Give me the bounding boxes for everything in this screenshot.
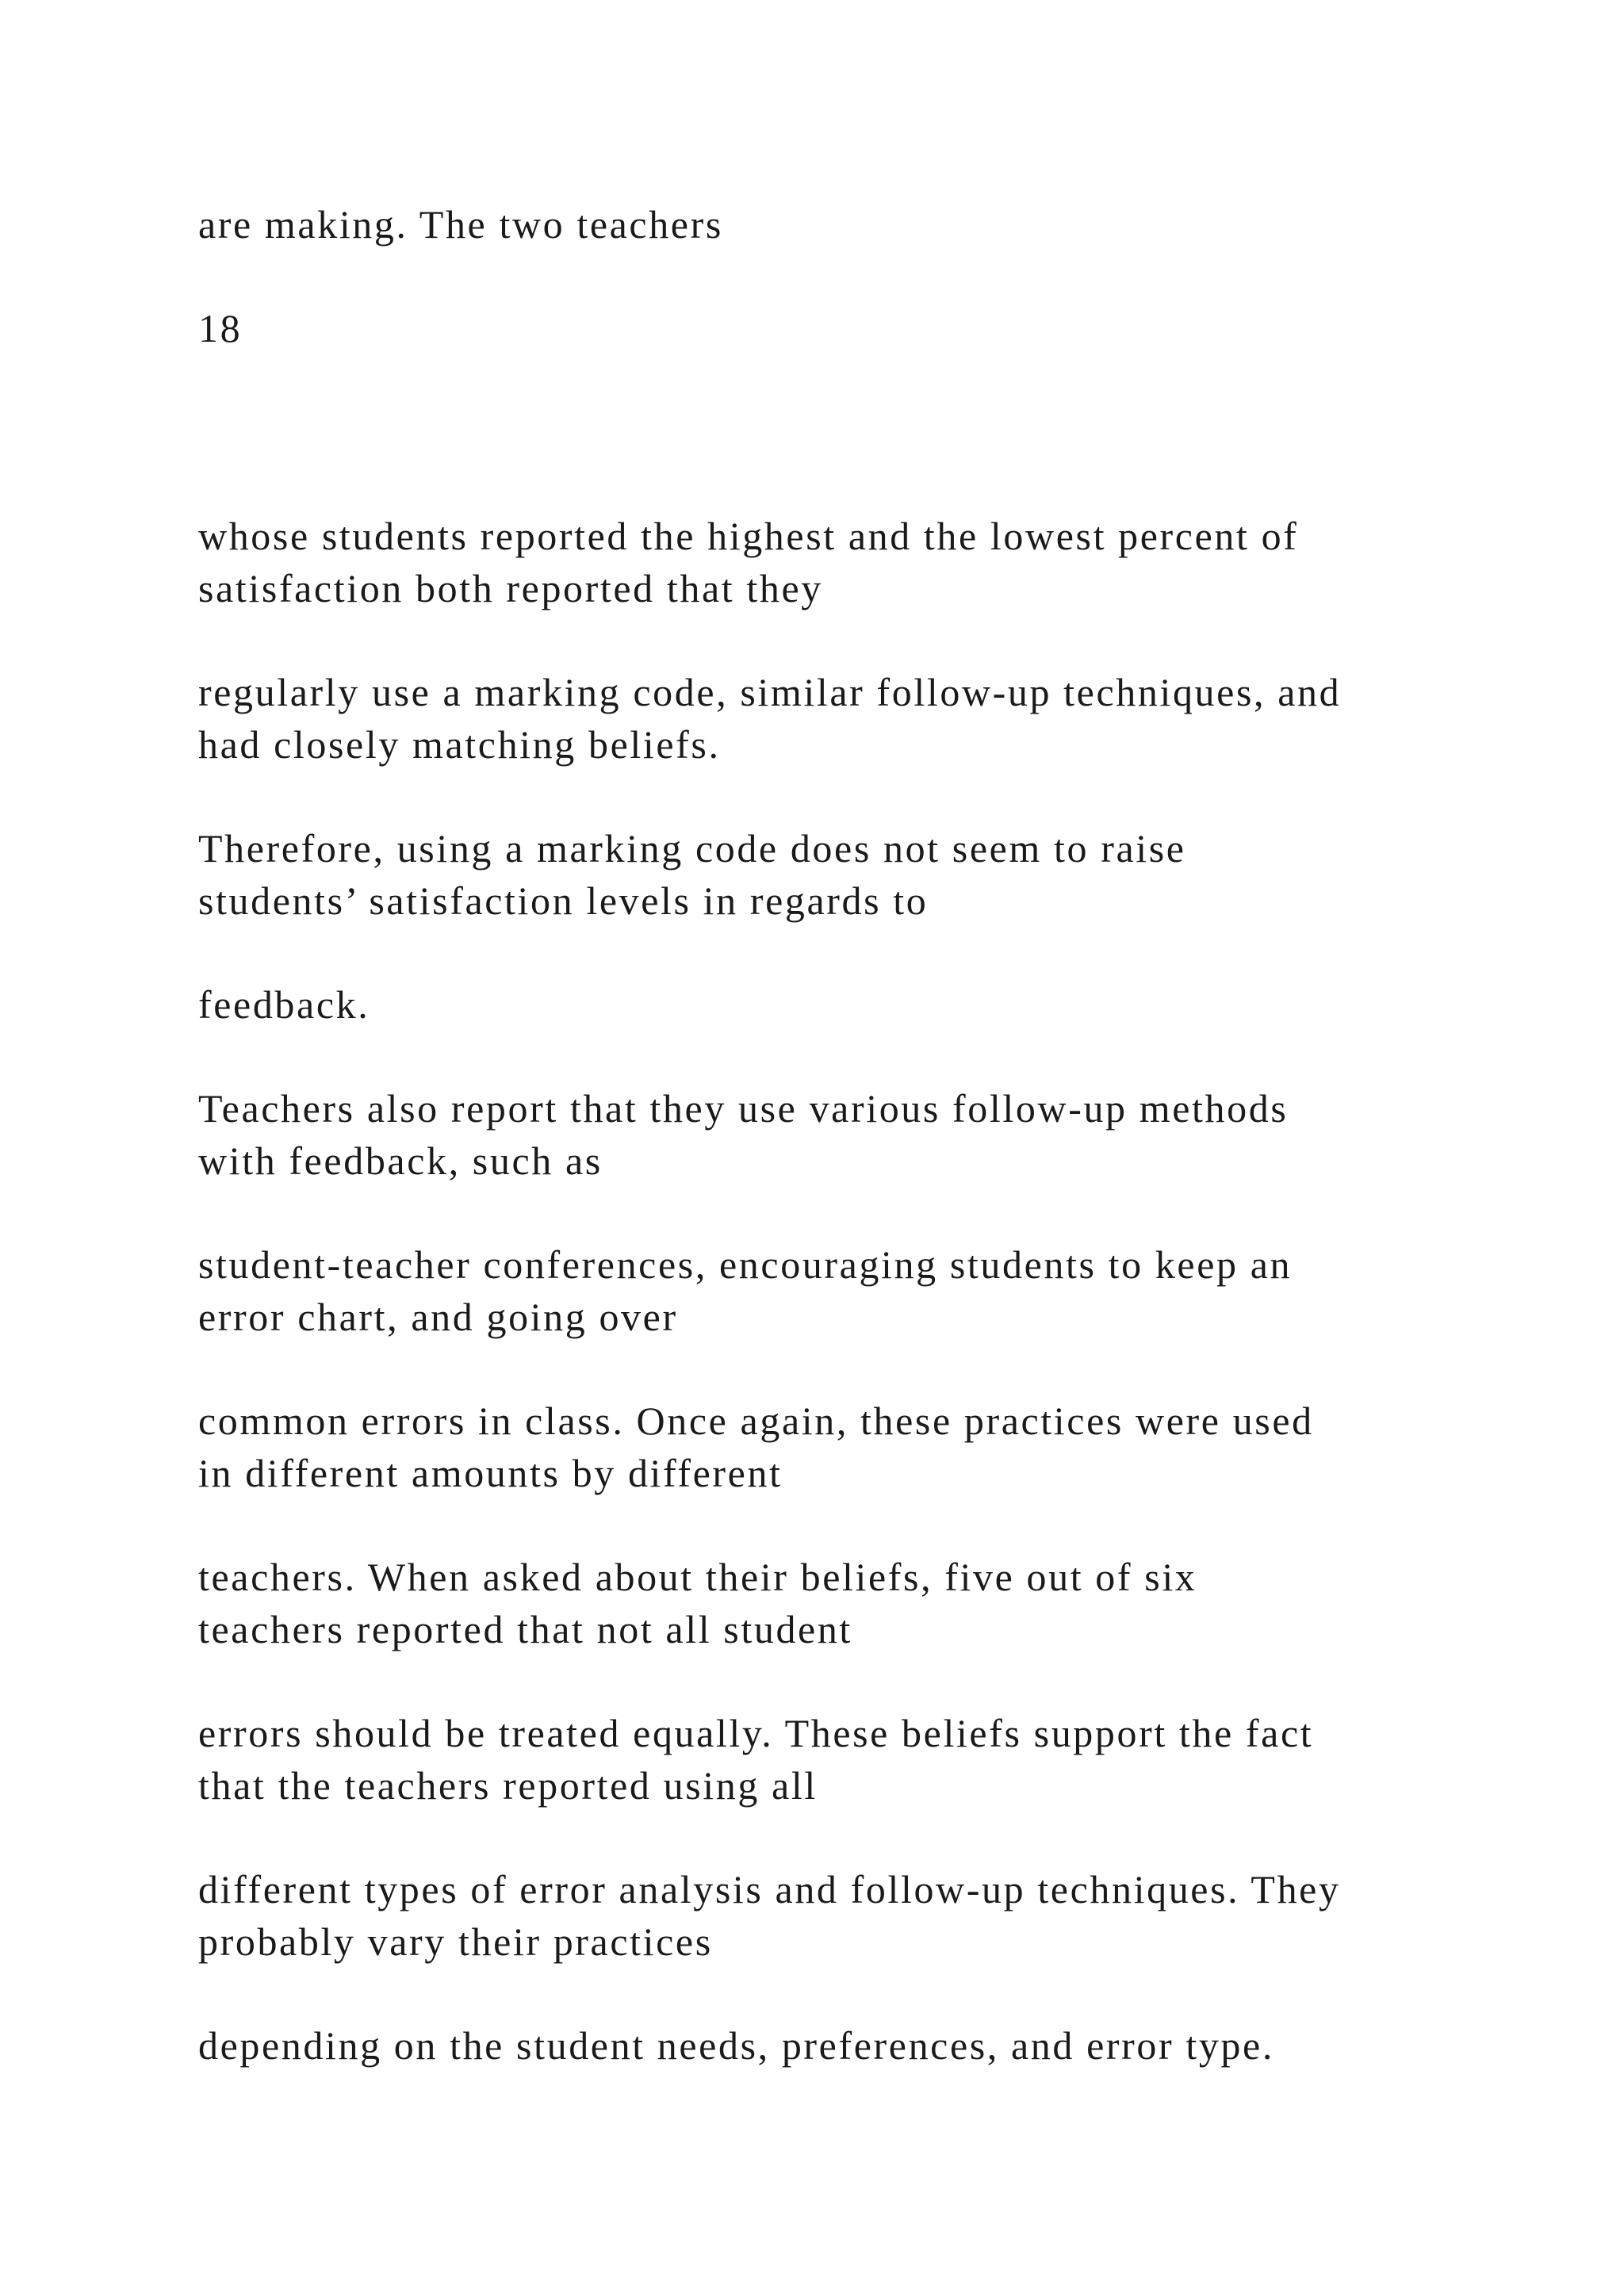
- text-line: common errors in class. Once again, these practices were used: [198, 1399, 1314, 1443]
- text-line: student-teacher conferences, encouraging students to keep an: [198, 1242, 1293, 1287]
- page-number: 18: [198, 306, 243, 350]
- text-line: error chart, and going over: [198, 1295, 678, 1339]
- text-line: had closely matching beliefs.: [198, 722, 721, 767]
- text-line: different types of error analysis and follow-up techniques. They: [198, 1867, 1341, 1911]
- text-line: teachers reported that not all student: [198, 1607, 852, 1651]
- text-line: feedback.: [198, 982, 370, 1027]
- text-line: depending on the student needs, preferences, and error type.: [198, 2023, 1274, 2068]
- text-line: Teachers also report that they use various follow-up methods: [198, 1086, 1289, 1131]
- text-line: that the teachers reported using all: [198, 1763, 818, 1808]
- text-line: Therefore, using a marking code does not seem to raise: [198, 826, 1186, 871]
- text-line: are making. The two teachers: [198, 202, 723, 247]
- text-line: satisfaction both reported that they: [198, 566, 823, 610]
- text-line: with feedback, such as: [198, 1138, 603, 1183]
- text-line: in different amounts by different: [198, 1451, 783, 1495]
- text-line: errors should be treated equally. These beliefs support the fact: [198, 1711, 1314, 1755]
- text-line: probably vary their practices: [198, 1919, 713, 1964]
- text-line: teachers. When asked about their beliefs, five out of six: [198, 1555, 1197, 1599]
- text-line: students’ satisfaction levels in regards to: [198, 878, 929, 923]
- text-line: whose students reported the highest and the lowest percent of: [198, 514, 1299, 558]
- text-line: regularly use a marking code, similar follow-up techniques, and: [198, 670, 1342, 714]
